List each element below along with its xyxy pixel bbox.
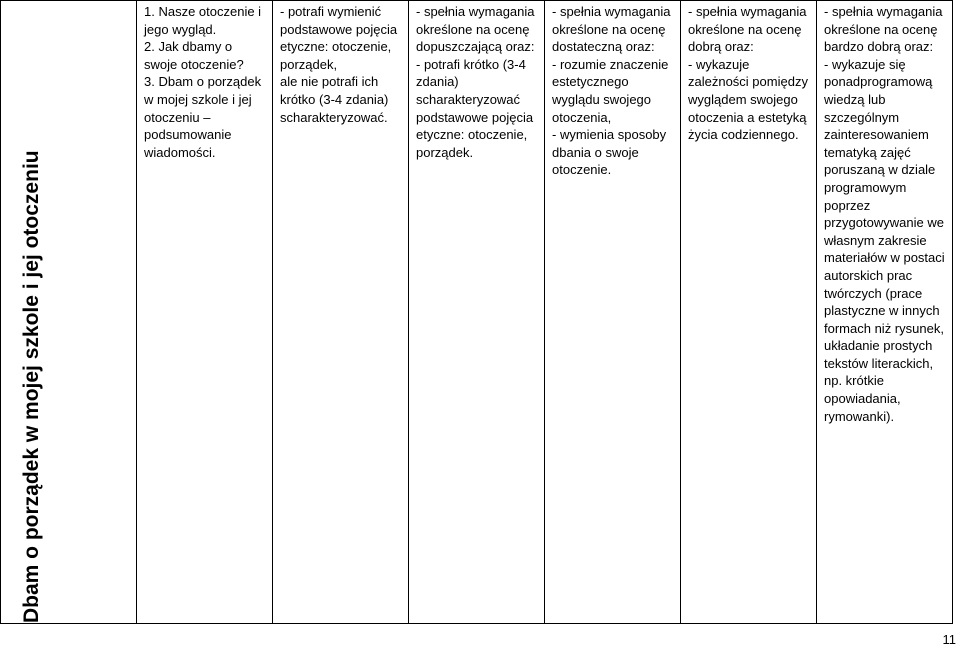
topic-cell (1, 1, 137, 624)
grade-celujacy-text: - spełnia wymagania określone na ocenę bardzo dobrą oraz: - wykazuje się ponadprogramową wiedzą lub szczególnym zainteresowaniem tematyką zajęć poruszaną w dziale programowym poprzez przygotowywanie we własnym zakresie materiałów w postaci autorskich prac twórczych (prace plastyczne w innych formach niż rysunek, układanie prostych tekstów literackich, np. krótkie opowiadania, rymowanki). (824, 4, 945, 424)
topic-title: Dbam o porządek w mojej szkole i jej otoczeniu (20, 150, 43, 623)
grade-dostateczny-text: - spełnia wymagania określone na ocenę dopuszczającą oraz: - potrafi krótko (3-4 zdania) scharakteryzować podstawowe pojęcia etyczne: otoczenie, porządek. (416, 4, 535, 160)
grade-dobry-cell (545, 1, 681, 624)
grade-dostateczny-cell (409, 1, 545, 624)
table-row (1, 1, 953, 624)
grade-bardzo-dobry-cell (681, 1, 817, 624)
grade-dopuszczajacy-cell (273, 1, 409, 624)
page-number: 11 (942, 632, 956, 647)
lessons-cell (137, 1, 273, 624)
lessons-list: 1. Nasze otoczenie i jego wygląd. 2. Jak dbamy o swoje otoczenie? 3. Dbam o porządek w mojej szkole i jej otoczeniu – podsumowanie wiadomości. (144, 4, 262, 160)
grade-celujacy-cell (817, 1, 953, 624)
grade-dobry-text: - spełnia wymagania określone na ocenę dostateczną oraz: - rozumie znaczenie estetycznego wyglądu swojego otoczenia, - wymienia sposoby dbania o swoje otoczenie. (552, 4, 671, 178)
grade-bardzo-dobry-text: - spełnia wymagania określone na ocenę dobrą oraz: - wykazuje zależności pomiędzy wyglądem swojego otoczenia a estetyką życia codziennego. (688, 4, 808, 143)
grade-dopuszczajacy-text: - potrafi wymienić podstawowe pojęcia etyczne: otoczenie, porządek, ale nie potrafi ich krótko (3-4 zdania) scharakteryzować. (280, 4, 398, 125)
